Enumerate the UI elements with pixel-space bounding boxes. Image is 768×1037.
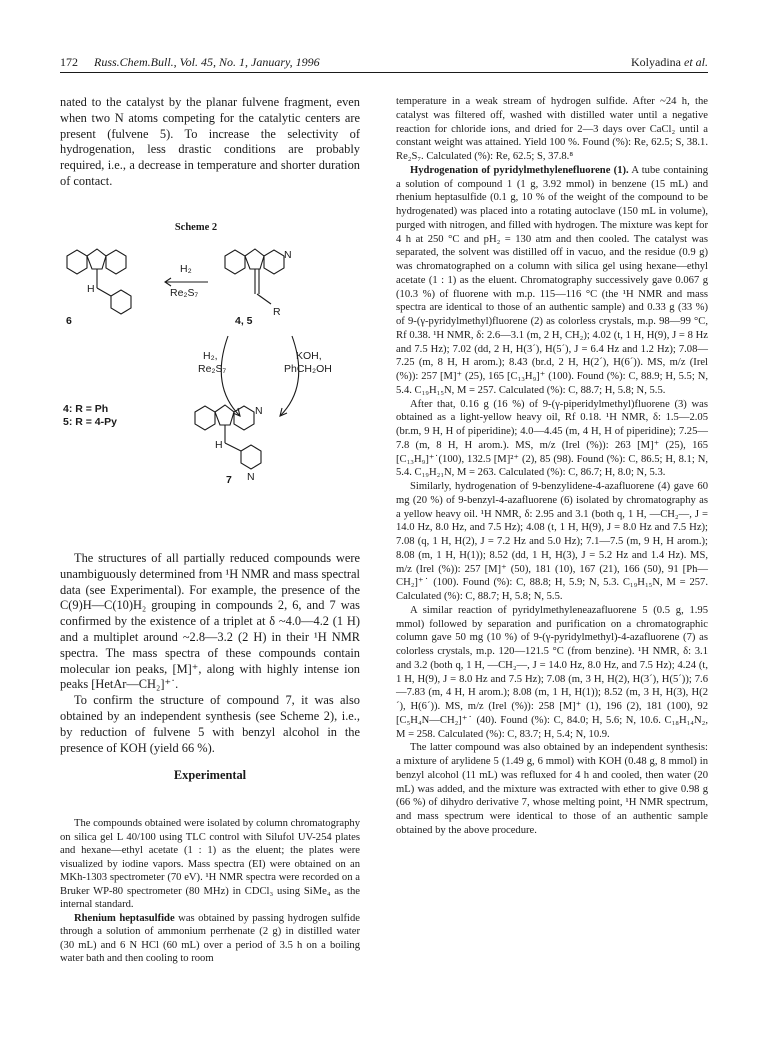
h2-top-label: H₂ — [180, 263, 192, 275]
rhenium-heptasulfide-title: Rhenium heptasulfide — [74, 912, 175, 924]
n-atom-pyridyl: N — [247, 471, 255, 483]
h-atom-6: H — [87, 283, 95, 295]
arrow-left-to-7 — [221, 336, 240, 416]
ring-6-phenyl — [111, 290, 131, 314]
paragraph-rhenium — [60, 912, 360, 966]
ring-7-pyridine — [234, 406, 254, 430]
scheme-2-drawing — [60, 222, 360, 536]
koh-label: KOH, — [296, 350, 322, 362]
author-name: Kolyadina — [631, 55, 684, 69]
h-atom-7: H — [215, 439, 223, 451]
ring-45-cyclopentane — [245, 249, 264, 269]
ring-6-pyridine — [106, 250, 126, 274]
scheme-2-figure — [60, 222, 360, 536]
compound-label-6: 6 — [66, 315, 72, 327]
ring-6-benzo — [67, 250, 87, 274]
paragraph-methods: The compounds obtained were isolated by column chromatography on silica gel L 40/100 using TLC control with Silufol UV-254 plates and hexane—ethyl acetate (1 : 1) as the eluent; the plates were visualized by iodine vapors. Mass spectra (EI) were obtained on an MKh-1303 spectrometer (70 eV). ¹H NMR spectra were recorded on a Bruker WP-80 spectrometer (80 MHz) in CDCl₃ using SiMe₄ as the internal standard. — [60, 818, 360, 911]
running-author — [631, 54, 708, 70]
ring-7-cyclopentane — [215, 405, 234, 425]
n-atom-bottom: N — [255, 405, 263, 417]
running-header — [60, 54, 708, 70]
hydrogenation-title: Hydrogenation of pyridylmethylenefluorene (1). — [410, 164, 629, 176]
paragraph-pyridylmethyl-azafluorene: A similar reaction of pyridylmethyleneazafluorene 5 (0.5 g, 1.95 mmol) followed by separation and purification on a chromatographic column gave 50 mg (10 %) of 9-(γ-pyridylmethyl)-4-azafluorene (7) as colorless crystals, m.p. 120—121.5 °C (from benzine). ¹H NMR, δ: 3.1 and 3.2 (both q, 1 H, —CH₂—, J = 14.0 Hz, 8.0 Hz, and 7.5 Hz); 4.24 (t, 1 H, H(9), J = 8.0 Hz and 7.5 Hz); 7.08 (m, 3 H, H(2), H(3´), H(5´)); 7.6—7.83 (m, 4 H, H arom.); 8.08 (m, 1 H, H(1)); 8.52 (m, 3 H, H(3), H(2´), H(6´)). MS, m/z (Irel (%)): 258 [M]⁺ (1), 196 (2), 181 (100), 92 [C₅H₄N—CH₂]⁺˙ (40). Found (%): C, 84.0; H, 5.6; N, 10.6. C₁₈H₁₄N₂, M = 258. Calculated (%): C, 83.7; H, 5.4; N, 10.9. — [396, 604, 708, 740]
paragraph-catalyst: temperature in a weak stream of hydrogen sulfide. After ~24 h, the catalyst was filtered off, washed with distilled water until a negative reaction for chloride ions, and dried for 2—3 days over CaCl₂ until a constant weight was attained. Yield 100 %. Found (%): Re, 62.5; S, 38.1. Re₂S₇. Calculated (%): Re, 62.5; S, 37.8.⁸ — [396, 96, 708, 162]
paragraph-continued: nated to the catalyst by the planar fulvene fragment, even when two N atoms competing for the catalytic centers are present (fulvene 5). To increase the selectivity of hydrogenation, less drastic conditions are probably required, i.e., a decrease in temperature and shorter duration of contact. — [60, 95, 360, 188]
hydrogenation-text: A tube containing a solution of compound 1 (1 g, 3.92 mmol) in benzene (15 mL) and rhenium heptasulfide (0.1 g, 10 % of the weight of the compound to be hydrogenated) was placed into a rotating autoclave (150 mL in volume), purged with nitrogen, and filled with hydrogen. The mixture was kept for 4 h at 250 °C and pH₂ = 130 atm and then cooled. The catalyst was separated, the solvent was distilled off in vacuo, and the residue (0.9 g) was chromatographed on a column with silica gel using hexane—ethyl acetate (1 : 1) as the eluent. Chromatography successively gave 0.067 g (10.3 %) of fluorene with m.p. 115—116 °C (the ¹H NMR and mass spectra are identical to those of an authentic sample) and 0.33 g (33 %) of 9-(γ-pyridylmethyl)fluorene (2) as colorless crystals, m.p. 98—99 °C, Rf 0.38. ¹H NMR, δ: 2.6—3.1 (m, 2 H, CH₂); 4.02 (t, 1 H, H(9), J = 8 Hz and 7.5 Hz); 7.02 (dd, 2 H, H(3´), H(5´), J = 6.4 Hz and 1.2 Hz); 7.08—7.25 (m, 8 H, H arom.); 8.43 (br.d, 2 H, H(2´), H(6´)). MS, m/z (Irel (%)): 257 [M]⁺ (25), 165 [C₁₃H₉]⁺ (100). Found (%): C, 88.9; H, 5.5; N, 5.4. C₁₉H₁₅N, M = 257. Calculated (%): C, 88.7; H, 5.8; N, 5.5. — [396, 164, 708, 396]
ring-45-benzo — [225, 250, 245, 274]
phch2oh-label: PhCH₂OH — [284, 363, 332, 375]
r-label: R — [273, 306, 281, 318]
ring-6-cyclopentane — [87, 249, 106, 269]
re2s7-left-label: Re₂S₇ — [198, 363, 227, 375]
compound-label-7: 7 — [226, 474, 232, 486]
ring-45-pyridine — [264, 250, 284, 274]
right-column — [396, 95, 708, 838]
header-rule — [60, 72, 708, 73]
legend-4: 4: R = Ph — [63, 403, 109, 415]
compound-label-45: 4, 5 — [235, 315, 253, 327]
rhenium-heptasulfide-text: was obtained by passing hydrogen sulfide through a solution of ammonium perrhenate (2 g) in distilled water (30 mL) and 6 N HCl (60 mL) over a period of 3.5 h on a boiling water bath and then cooling to room — [60, 912, 360, 965]
left-column-middle — [60, 551, 360, 756]
re2s7-top-label: Re₂S₇ — [170, 287, 199, 299]
page-number: 172 — [60, 55, 78, 69]
ring-7-pyridyl — [241, 445, 261, 469]
legend-5: 5: R = 4-Py — [63, 416, 117, 428]
journal-citation: Russ.Chem.Bull., Vol. 45, No. 1, January, 1996 — [94, 55, 320, 69]
paragraph-confirm: To confirm the structure of compound 7, it was also obtained by an independent synthesis (see Scheme 2), i.e., by reduction of fulvene 5 with benzyl alcohol in the presence of KOH (yield 66 %). — [60, 693, 360, 755]
ring-7-benzo — [195, 406, 215, 430]
arrow-right-to-7 — [280, 336, 299, 416]
h2-left-label: H₂, — [203, 350, 218, 362]
experimental-heading: Experimental — [173, 768, 247, 782]
n-atom-top: N — [284, 249, 292, 261]
left-column-top — [60, 95, 360, 190]
author-etal: et al. — [684, 55, 708, 69]
left-column-bottom — [60, 817, 360, 966]
paragraph-piperidyl: After that, 0.16 g (16 %) of 9-(γ-piperidylmethyl)fluorene (3) was obtained as a light-yellow heavy oil, Rf 0.18. ¹H NMR, δ: 1.5—2.05 (br.m, 9 H, H of piperidine); 4.0—4.45 (m, 4 H, H of piperidine); 7.25—7.8 (m, 8 H, H arom.). MS, m/z (Irel (%)): 263 [M]⁺ (25), 165 [C₁₃H₉]⁺˙(100), 132.5 [M]²⁺ (2), 85 (98). Found (%): C, 86.5; H, 8.1; N, 5.4. C₁₉H₂₁N, M = 263. Calculated (%): C, 86.7; H, 8.0; N, 5.3. — [396, 398, 708, 479]
paragraph-independent-synthesis: The latter compound was also obtained by an independent synthesis: a mixture of arylidene 5 (1.49 g, 6 mmol) with KOH (0.48 g, 8 mmol) in benzyl alcohol (11 mL) was refluxed for 4 h and cooled, then water (20 mL) was added, and the mixture was extracted with ether to give 0.98 g (66 %) of dihydro derivative 7, whose melting point, ¹H NMR spectrum, and mass spectrum were identical to those of an authentic sample obtained by the above procedure. — [396, 742, 708, 836]
paragraph-benzyl-azafluorene: Similarly, hydrogenation of 9-benzylidene-4-azafluorene (4) gave 60 mg (20 %) of 9-benzyl-4-azafluorene (6) isolated by chromatography as a yellow heavy oil. ¹H NMR, δ: 2.95 and 3.1 (both q, 1 H, —CH₂—, J = 14.0 Hz, 8.0 Hz, and 7.5 Hz); 4.08 (t, 1 H, H(9), J = 8.0 Hz and 7.5 Hz); 7.08 (q, 1 H, H(2), J = 7.2 Hz and 5.0 Hz); 7.1—7.5 (m, 9 H, H arom.); 8.08 (m, 1 H, H(1)); 8.52 (dd, 1 H, H(3), J = 5.2 Hz and 1.4 Hz). MS, m/z (Irel (%)): 257 [M]⁺ (50), 181 (10), 167 (21), 166 (50), 91 [Ph—CH₂]⁺˙ (100). Found (%): C, 88.8; H, 5.9; N, 5.3. C₁₉H₁₅N, M = 257. Calculated (%): C, 88.7; H, 5.8; N, 5.5. — [396, 481, 708, 602]
scheme-title: Scheme 2 — [174, 222, 218, 233]
paragraph-structures: The structures of all partially reduced compounds were unambiguously determined from ¹H NMR and mass spectral data (see Experimental). For example, the presence of the C(9)H—C(10)H₂ grouping in compounds 2, 6, and 7 was confirmed by the existence of a triplet at δ ~4.0—4.2 (1 H) and a multiplet around ~2.8—3.2 (2 H) in their ¹H NMR spectra. The mass spectra of these compounds contain molecular ion peaks, [M]⁺, along with highly intense ion peaks [HetAr—CH₂]⁺˙. — [60, 551, 361, 692]
